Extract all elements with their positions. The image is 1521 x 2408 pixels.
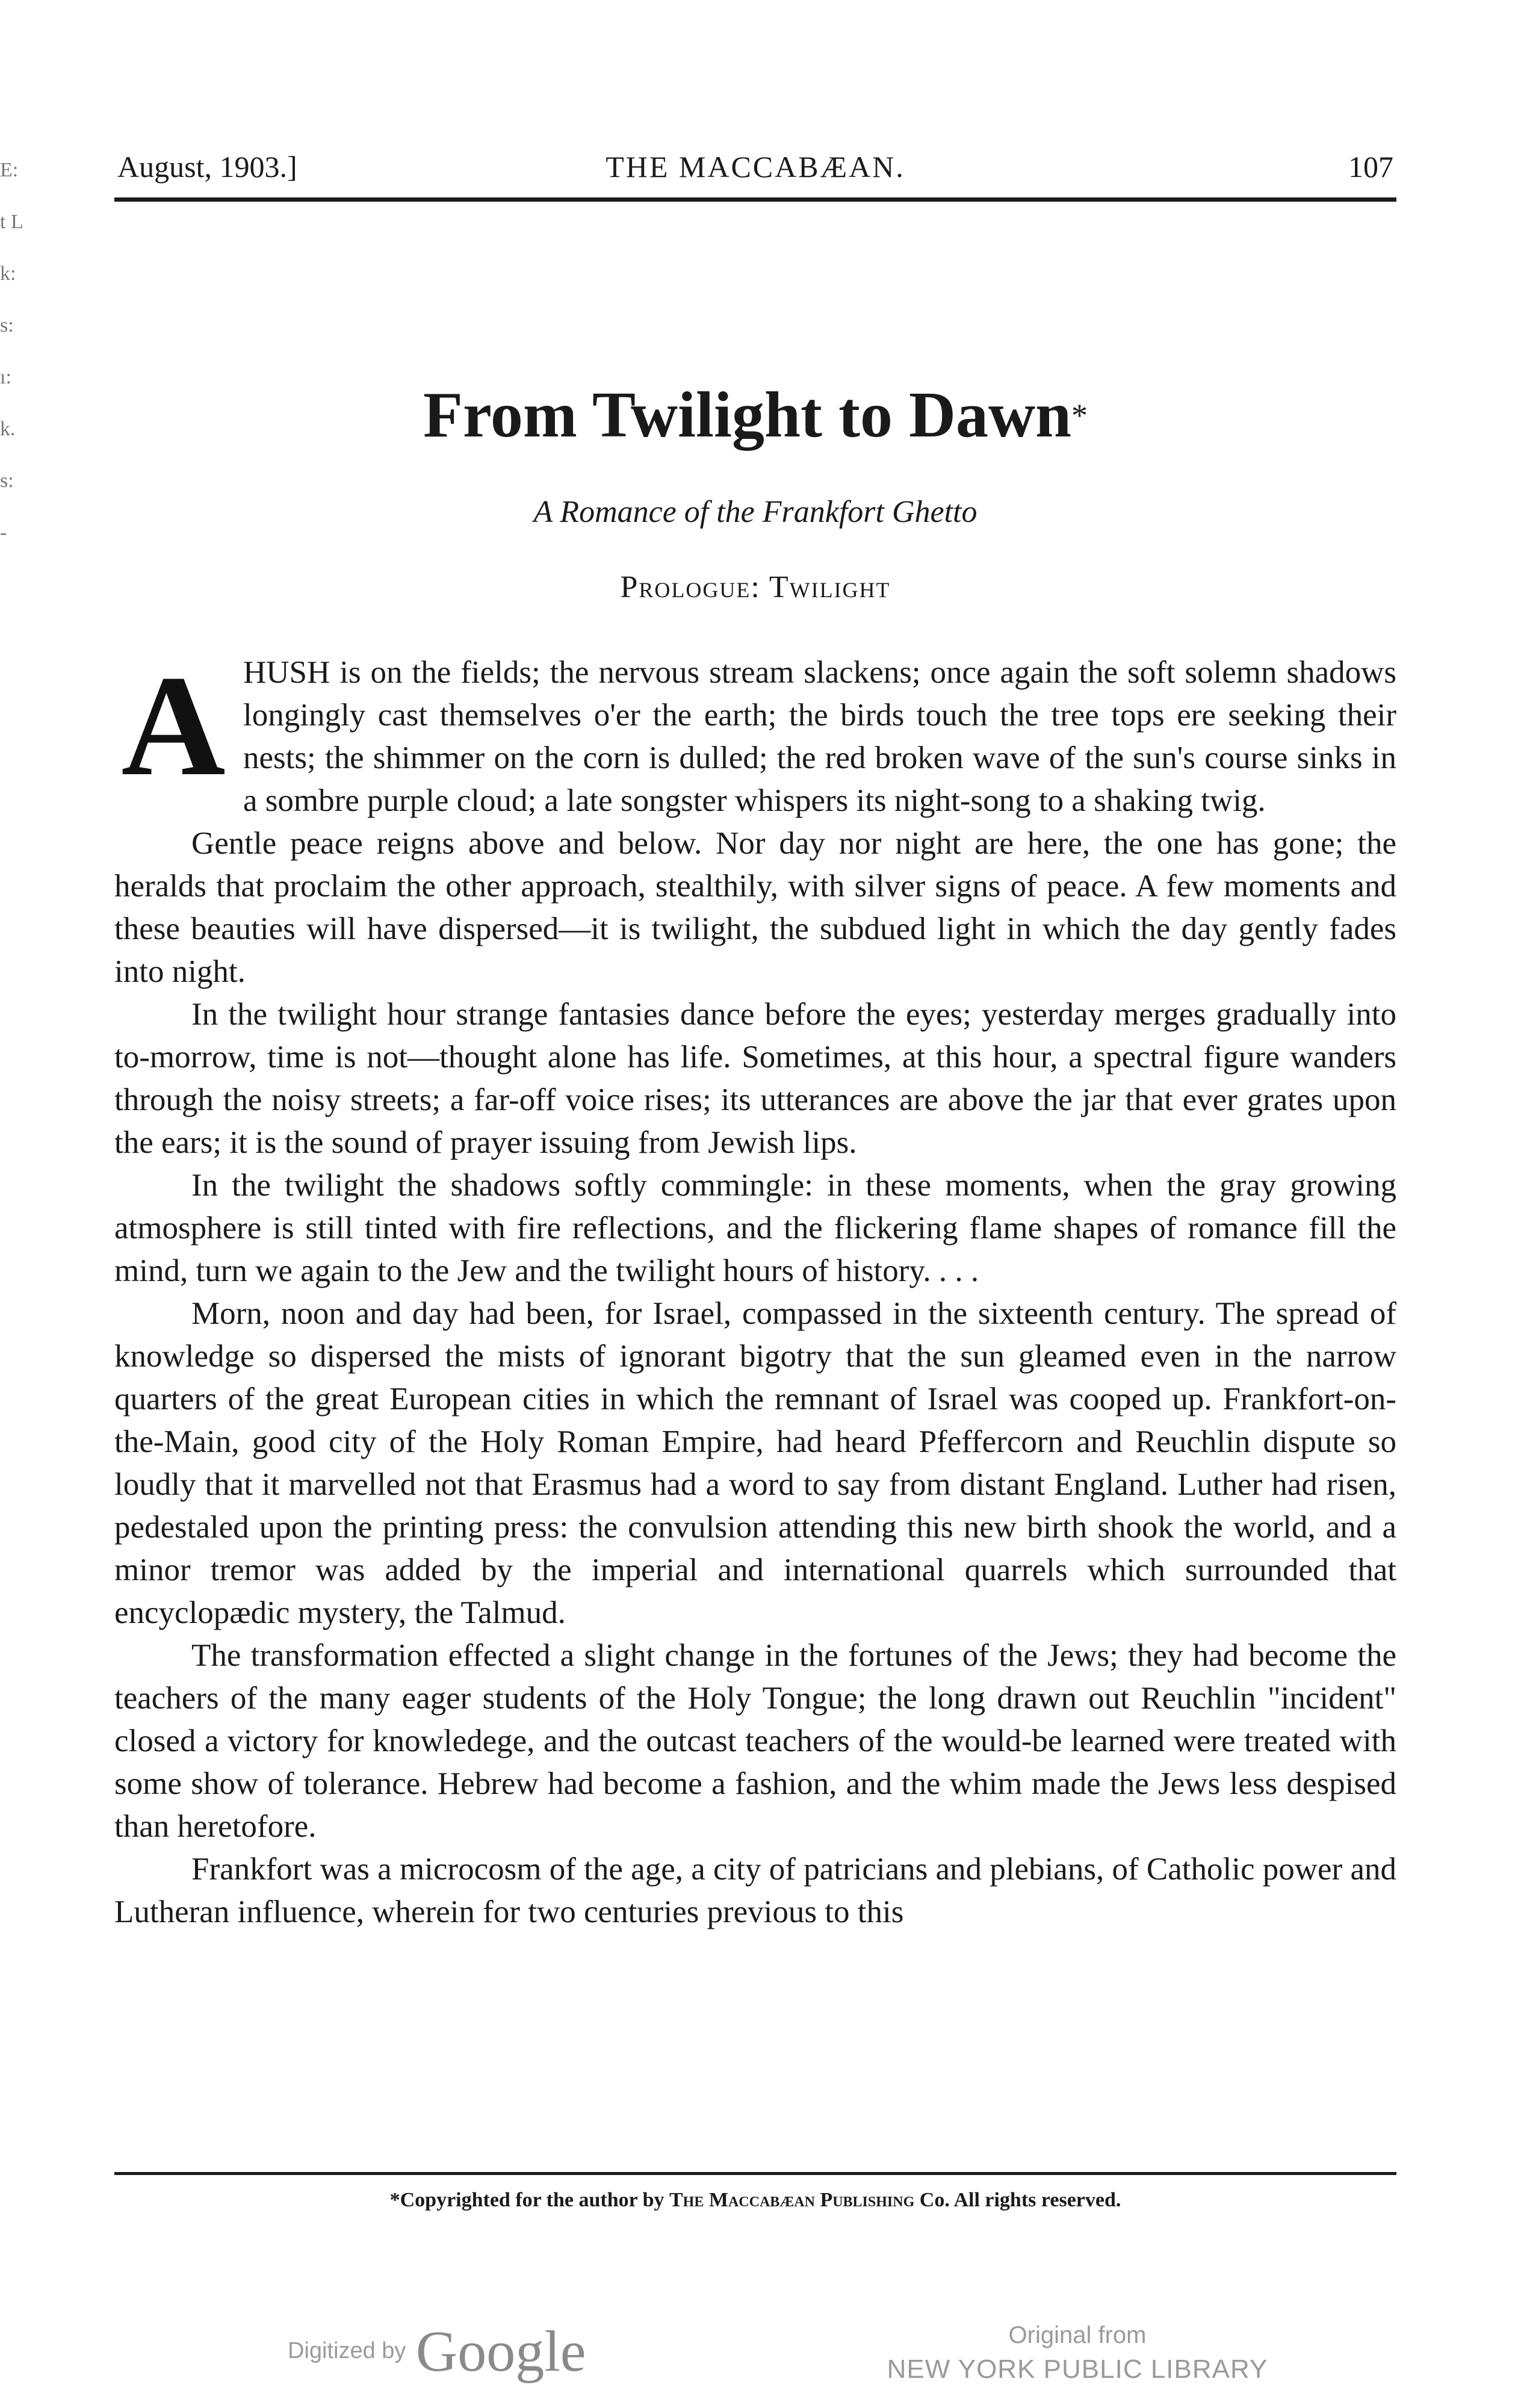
margin-fragment: t L: [0, 211, 23, 233]
footnote-mark: *: [1071, 397, 1088, 433]
digitized-watermark: [288, 2318, 586, 2385]
paragraph: Frankfort was a microcosm of the age, a city of patricians and plebians, of Catholic power and Lutheran influence, wherein for two centuries previous to this: [114, 1852, 1396, 1929]
digitized-by-label: Digitized by: [288, 2338, 406, 2363]
footnote-text-after: Co. All rights reserved.: [919, 2189, 1121, 2211]
paragraph: In the twilight the shadows softly commingle: in these moments, when the gray growing atmosphere is still tinted with fire reflections, and the flickering flame shapes of romance fill the mind, turn we again to the Jew and the twilight hours of history. . . .: [114, 1168, 1396, 1288]
article-body: [114, 645, 1396, 1934]
article-title: [114, 370, 1396, 461]
header-date: August, 1903.]: [117, 150, 297, 184]
margin-fragment: E:: [0, 159, 19, 181]
left-margin-fragments: [0, 144, 24, 559]
margin-fragment: k:: [0, 262, 16, 285]
paragraph: In the twilight hour strange fantasies dance before the eyes; yesterday merges gradually into to-morrow, time is not—thought alone has life. Sometimes, at this hour, a spectral figure wanders through the noisy streets; a far-off voice rises; its utterances are above the jar that ever grates upon the ears; it is the sound of prayer issuing from Jewish lips.: [114, 997, 1396, 1160]
drop-cap: A: [121, 645, 226, 805]
header-rule: [114, 197, 1396, 202]
footnote-rule: [114, 2172, 1396, 2175]
margin-fragment: s:: [0, 470, 14, 492]
article-title-text: From Twilight to Dawn: [423, 379, 1072, 451]
margin-fragment: k.: [0, 418, 16, 440]
header-journal-title: THE MACCABÆAN.: [606, 150, 905, 184]
copyright-footnote: [114, 2185, 1396, 2215]
library-attribution: [843, 2319, 1312, 2388]
page-number: 107: [1348, 150, 1393, 184]
paragraph: HUSH is on the fields; the nervous stream slackens; once again the soft solemn shadows longingly cast themselves o'er the earth; the birds touch the tree tops ere seeking their nests; the shimmer on the corn is dulled; the red broken wave of the sun's course sinks in a sombre purple cloud; a late songster whispers its night-song to a shaking twig.: [243, 655, 1396, 818]
running-header: [117, 143, 1393, 199]
paragraph: Morn, noon and day had been, for Israel, compassed in the sixteenth century. The spread of knowledge so dispersed the mists of ignorant bigotry that the sun gleamed even in the narrow quarters of the great European cities in which the remnant of Israel was cooped up. Frankfort-on-the-Main, good city of the Holy Roman Empire, had heard Pfeffercorn and Reuchlin dispute so loudly that it marvelled not that Erasmus had a word to say from distant England. Luther had risen, pedestaled upon the printing press: the convulsion attending this new birth shook the world, and a minor tremor was added by the imperial and international quarrels which surrounded that encyclopædic mystery, the Talmud.: [114, 1296, 1396, 1630]
paragraph: Gentle peace reigns above and below. Nor day nor night are here, the one has gone; the heralds that proclaim the other approach, stealthily, with silver signs of peace. A few moments and these beauties will have dispersed—it is twilight, the subdued light in which the day gently fades into night.: [114, 826, 1396, 989]
footnote-text-before: *Copyrighted for the author by: [389, 2189, 664, 2211]
margin-fragment: s:: [0, 314, 14, 337]
google-logo: Google: [415, 2319, 586, 2383]
paragraph: The transformation effected a slight change in the fortunes of the Jews; they had become the teachers of the many eager students of the Holy Tongue; the long drawn out Reuchlin "incident" closed a victory for knowledege, and the outcast teachers of the would-be learned were treated with some show of tolerance. Hebrew had become a fashion, and the whim made the Jews less despised than heretofore.: [114, 1638, 1396, 1844]
margin-fragment: ı:: [0, 366, 11, 388]
margin-fragment: -: [0, 521, 7, 544]
article-subtitle: A Romance of the Frankfort Ghetto: [533, 495, 977, 529]
original-from-label: Original from: [1008, 2322, 1147, 2348]
section-heading: Prologue: Twilight: [620, 570, 891, 604]
library-name: NEW YORK PUBLIC LIBRARY: [887, 2354, 1268, 2384]
footnote-publisher: The Maccabæan Publishing: [669, 2189, 915, 2211]
